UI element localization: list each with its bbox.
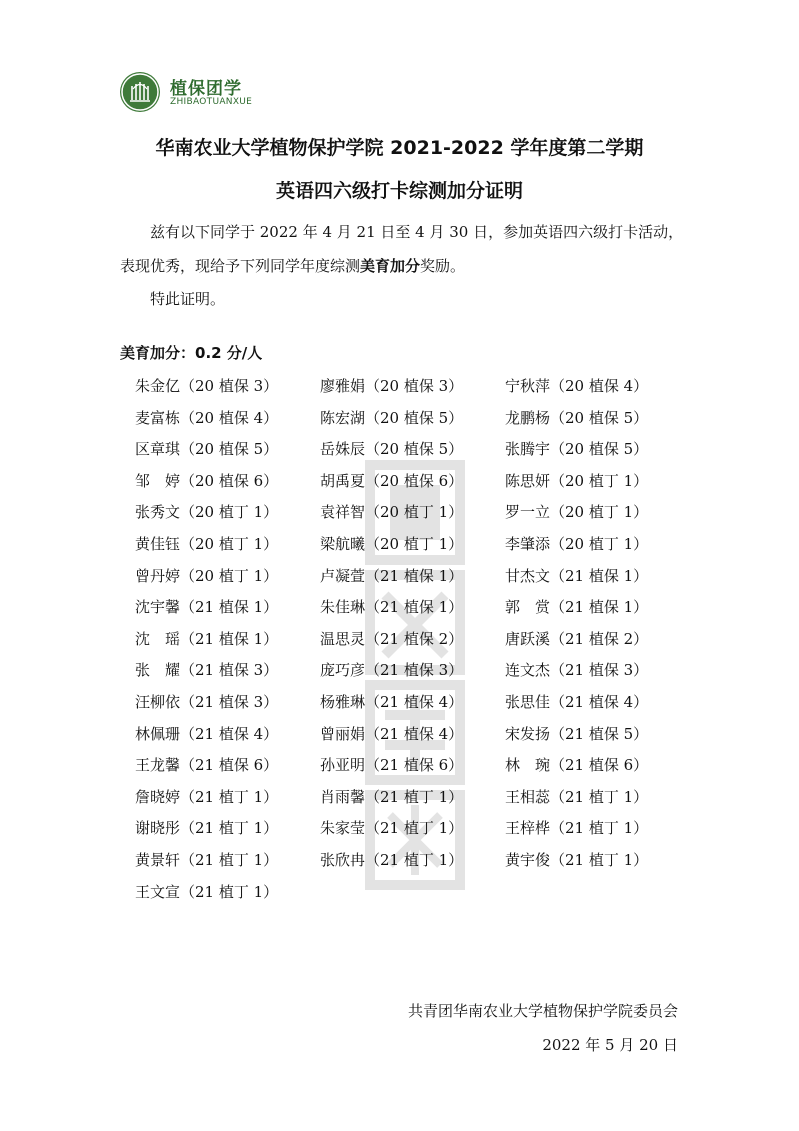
- student-entry: 麦富栋（20 植保 4）: [135, 408, 279, 427]
- score-label: 美育加分：0.2 分/人: [120, 344, 263, 362]
- student-entry: 梁航曦（20 植丁 1）: [320, 535, 464, 553]
- student-entry: 孙亚明（21 植保 6）: [320, 756, 464, 775]
- student-entry: 陈思妍（20 植丁 1）: [505, 471, 649, 490]
- student-entry: 龙鹏杨（20 植保 5）: [505, 408, 649, 427]
- student-entry: 黄佳钰（20 植丁 1）: [135, 535, 279, 553]
- student-entry: 黄景轩（21 植丁 1）: [135, 851, 279, 869]
- student-entry: 甘杰文（21 植保 1）: [505, 566, 649, 585]
- student-entry: 王文宣（21 植丁 1）: [135, 882, 279, 901]
- body-paragraph: [120, 215, 690, 283]
- student-entry: 卢凝萱（21 植保 1）: [320, 566, 464, 585]
- logo-emblem-icon: [120, 72, 160, 112]
- student-entry: 詹晓婷（21 植丁 1）: [135, 787, 279, 806]
- body-text: 兹有以下同学于 2022 年 4 月 21 日至 4 月 30 日，参加英语四六级打卡活动，表现优秀，现给予下列同学年度综测: [120, 223, 684, 275]
- student-entry: 王相蕊（21 植丁 1）: [505, 787, 649, 806]
- organization-logo: [120, 72, 260, 116]
- student-entry: 肖雨馨（21 植丁 1）: [320, 787, 464, 806]
- student-entry: 沈宇馨（21 植保 1）: [135, 598, 279, 617]
- student-entry: 朱佳琳（21 植保 1）: [320, 598, 464, 617]
- body-text-end: 奖励。: [420, 257, 466, 275]
- student-entry: 王龙馨（21 植保 6）: [135, 756, 279, 775]
- student-entry: 邹 婷（20 植保 6）: [135, 471, 279, 490]
- student-entry: 黄宇俊（21 植丁 1）: [505, 851, 649, 869]
- student-entry: 宋发扬（21 植保 5）: [505, 724, 649, 743]
- student-entry: 张腾宇（20 植保 5）: [505, 440, 649, 459]
- student-entry: 区章琪（20 植保 5）: [135, 440, 279, 459]
- highlight-text: 美育加分: [360, 257, 421, 275]
- student-entry: 张秀文（20 植丁 1）: [135, 503, 279, 522]
- issue-date: 2022 年 5 月 20 日: [542, 1036, 678, 1054]
- student-entry: 郭 赏（21 植保 1）: [505, 598, 649, 617]
- student-entry: 杨雅琳（21 植保 4）: [320, 693, 464, 711]
- student-entry: 张思佳（21 植保 4）: [505, 693, 649, 711]
- student-entry: 连文杰（21 植保 3）: [505, 661, 649, 680]
- closing-text: 特此证明。: [150, 290, 226, 308]
- student-entry: 廖雅娟（20 植保 3）: [320, 377, 464, 395]
- logo-subtitle: ZHIBAOTUANXUE: [170, 97, 253, 107]
- student-entry: 陈宏湖（20 植保 5）: [320, 408, 464, 427]
- student-entry: 罗一立（20 植丁 1）: [505, 503, 649, 522]
- document-subtitle: 英语四六级打卡综测加分证明: [275, 180, 523, 202]
- student-entry: 李肇添（20 植丁 1）: [505, 535, 649, 553]
- student-entry: 谢晓彤（21 植丁 1）: [135, 819, 279, 838]
- student-entry: 温思灵（21 植保 2）: [320, 629, 464, 648]
- student-entry: 朱金亿（20 植保 3）: [135, 377, 279, 395]
- signer-organization: 共青团华南农业大学植物保护学院委员会: [407, 1002, 678, 1020]
- student-entry: 王梓桦（21 植丁 1）: [505, 819, 649, 838]
- student-entry: 曾丽娟（21 植保 4）: [320, 724, 464, 743]
- student-entry: 岳姝辰（20 植保 5）: [320, 440, 464, 459]
- student-entry: 汪柳依（21 植保 3）: [135, 693, 279, 711]
- student-entry: 沈 瑶（21 植保 1）: [135, 629, 279, 648]
- logo-title: 植保团学: [170, 79, 242, 99]
- student-entry: 胡禹夏（20 植保 6）: [320, 471, 464, 490]
- student-entry: 林佩珊（21 植保 4）: [135, 724, 279, 743]
- student-entry: 袁祥智（20 植丁 1）: [320, 503, 464, 522]
- student-entry: 朱家莹（21 植丁 1）: [320, 819, 464, 838]
- student-entry: 曾丹婷（20 植丁 1）: [135, 566, 279, 585]
- student-entry: 张 耀（21 植保 3）: [135, 661, 279, 680]
- document-title: 华南农业大学植物保护学院 2021-2022 学年度第二学期: [155, 137, 644, 159]
- student-entry: 张欣冉（21 植丁 1）: [320, 851, 464, 869]
- student-entry: 林 琬（21 植保 6）: [505, 756, 649, 775]
- student-entry: 庞巧彦（21 植保 3）: [320, 661, 464, 680]
- student-entry: 宁秋萍（20 植保 4）: [505, 377, 649, 395]
- student-entry: 唐跃溪（21 植保 2）: [505, 629, 649, 648]
